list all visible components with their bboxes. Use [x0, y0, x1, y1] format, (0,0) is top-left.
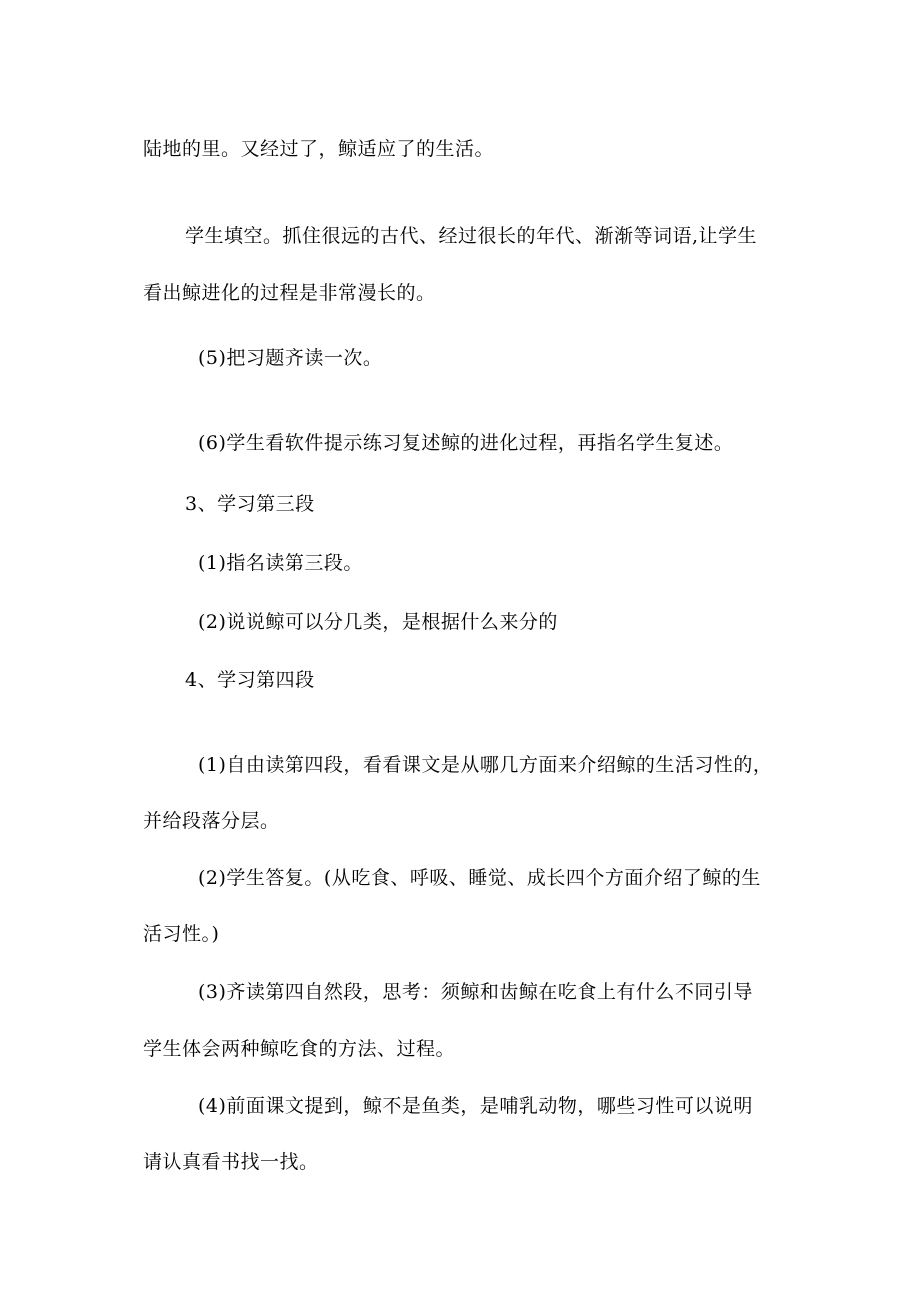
list-item: (5)把习题齐读一次。 — [198, 347, 383, 369]
text-line: 活习性。) — [143, 923, 220, 945]
list-item: (2)说说鲸可以分几类，是根据什么来分的 — [198, 611, 558, 633]
list-item: (3)齐读第四自然段，思考：须鲸和齿鲸在吃食上有什么不同引导 — [198, 981, 753, 1003]
text-line: 学生体会两种鲸吃食的方法、过程。 — [143, 1038, 456, 1060]
list-item: (6)学生看软件提示练习复述鲸的进化过程，再指名学生复述。 — [198, 432, 734, 454]
text-line: 请认真看书找一找。 — [143, 1151, 319, 1173]
text-line: 并给段落分层。 — [143, 810, 280, 832]
list-item: (1)自由读第四段，看看课文是从哪几方面来介绍鲸的生活习性的， — [198, 754, 773, 776]
section-heading: 4、学习第四段 — [185, 669, 315, 691]
text-line: 学生填空。抓住很远的古代、经过很长的年代、渐渐等词语,让学生 — [185, 225, 758, 247]
list-item: (2)学生答复。(从吃食、呼吸、睡觉、成长四个方面介绍了鲸的生 — [198, 867, 761, 889]
text-line: 看出鲸进化的过程是非常漫长的。 — [143, 282, 436, 304]
text-line: 陆地的里。又经过了，鲸适应了的生活。 — [143, 138, 495, 160]
section-heading: 3、学习第三段 — [185, 493, 315, 515]
list-item: (4)前面课文提到，鲸不是鱼类，是哺乳动物，哪些习性可以说明 — [198, 1095, 753, 1117]
list-item: (1)指名读第三段。 — [198, 552, 363, 574]
